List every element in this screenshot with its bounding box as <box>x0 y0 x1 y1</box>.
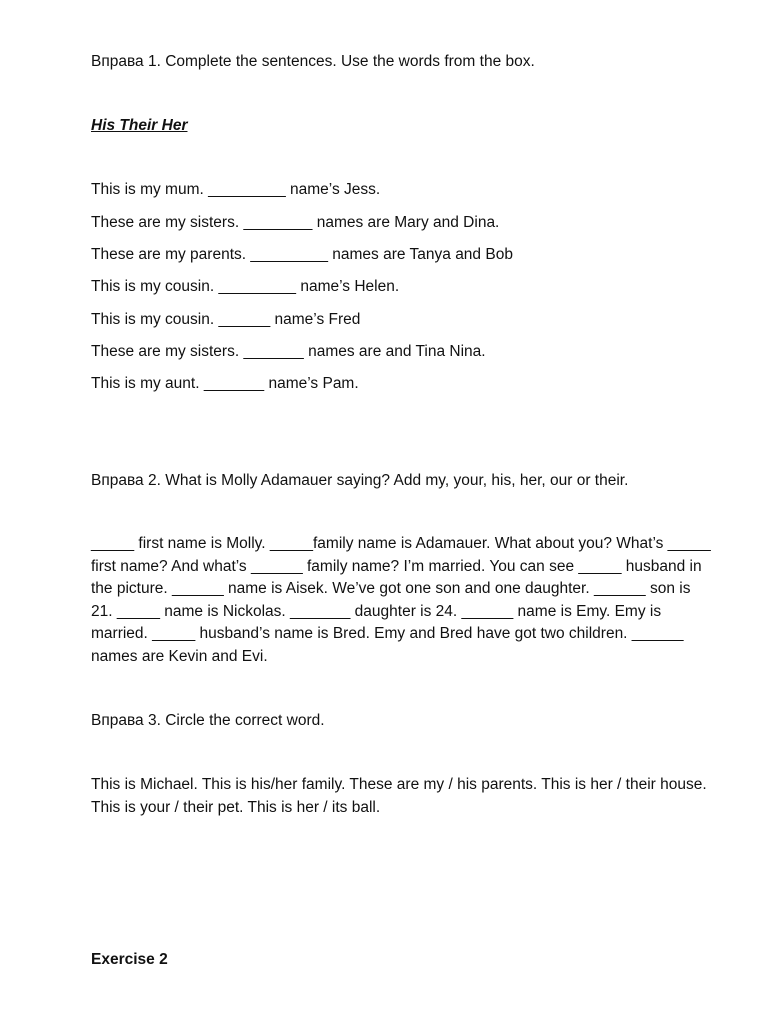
exercise1-sentence-6: These are my sisters. _______ names are and Tina Nina. <box>91 343 486 360</box>
exercise2-text: _____ first name is Molly. _____family name is Adamauer. What about you? What’s _____ first name? And what’s ______ family name? I’m married. You can see _____ husband in the picture. ______ name is Aisek. We’ve got one son and one daughter. ______ son is 21. _____ name is Nickolas. _______ daughter is 24. ______ name is Emy. Emy is married. _____ husband’s name is Bred. Emy and Bred have got two children. ______ names are Kevin and Evi. <box>91 535 711 665</box>
exercise1-instruction: Вправа 1. Complete the sentences. Use the words from the box. <box>91 53 535 70</box>
exercise1-sentence-4: This is my cousin. _________ name’s Helen. <box>91 278 400 295</box>
exercise2-heading: Exercise 2 <box>91 951 168 968</box>
word-box: His Their Her <box>91 117 188 134</box>
exercise1-sentence-3: These are my parents. _________ names are Tanya and Bob <box>91 246 513 263</box>
exercise3-text: This is Michael. This is his/her family. These are my / his parents. This is her / their house. This is your / their pet. This is her / its ball. <box>91 776 707 816</box>
exercise1-sentence-1: This is my mum. _________ name’s Jess. <box>91 181 381 198</box>
exercise1-sentence-5: This is my cousin. ______ name’s Fred <box>91 311 361 328</box>
exercise1-sentence-2: These are my sisters. ________ names are Mary and Dina. <box>91 214 500 231</box>
exercise2-instruction: Вправа 2. What is Molly Adamauer saying? Add my, your, his, her, our or their. <box>91 472 629 489</box>
exercise3-instruction: Вправа 3. Circle the correct word. <box>91 712 325 729</box>
exercise1-sentence-7: This is my aunt. _______ name’s Pam. <box>91 375 359 392</box>
